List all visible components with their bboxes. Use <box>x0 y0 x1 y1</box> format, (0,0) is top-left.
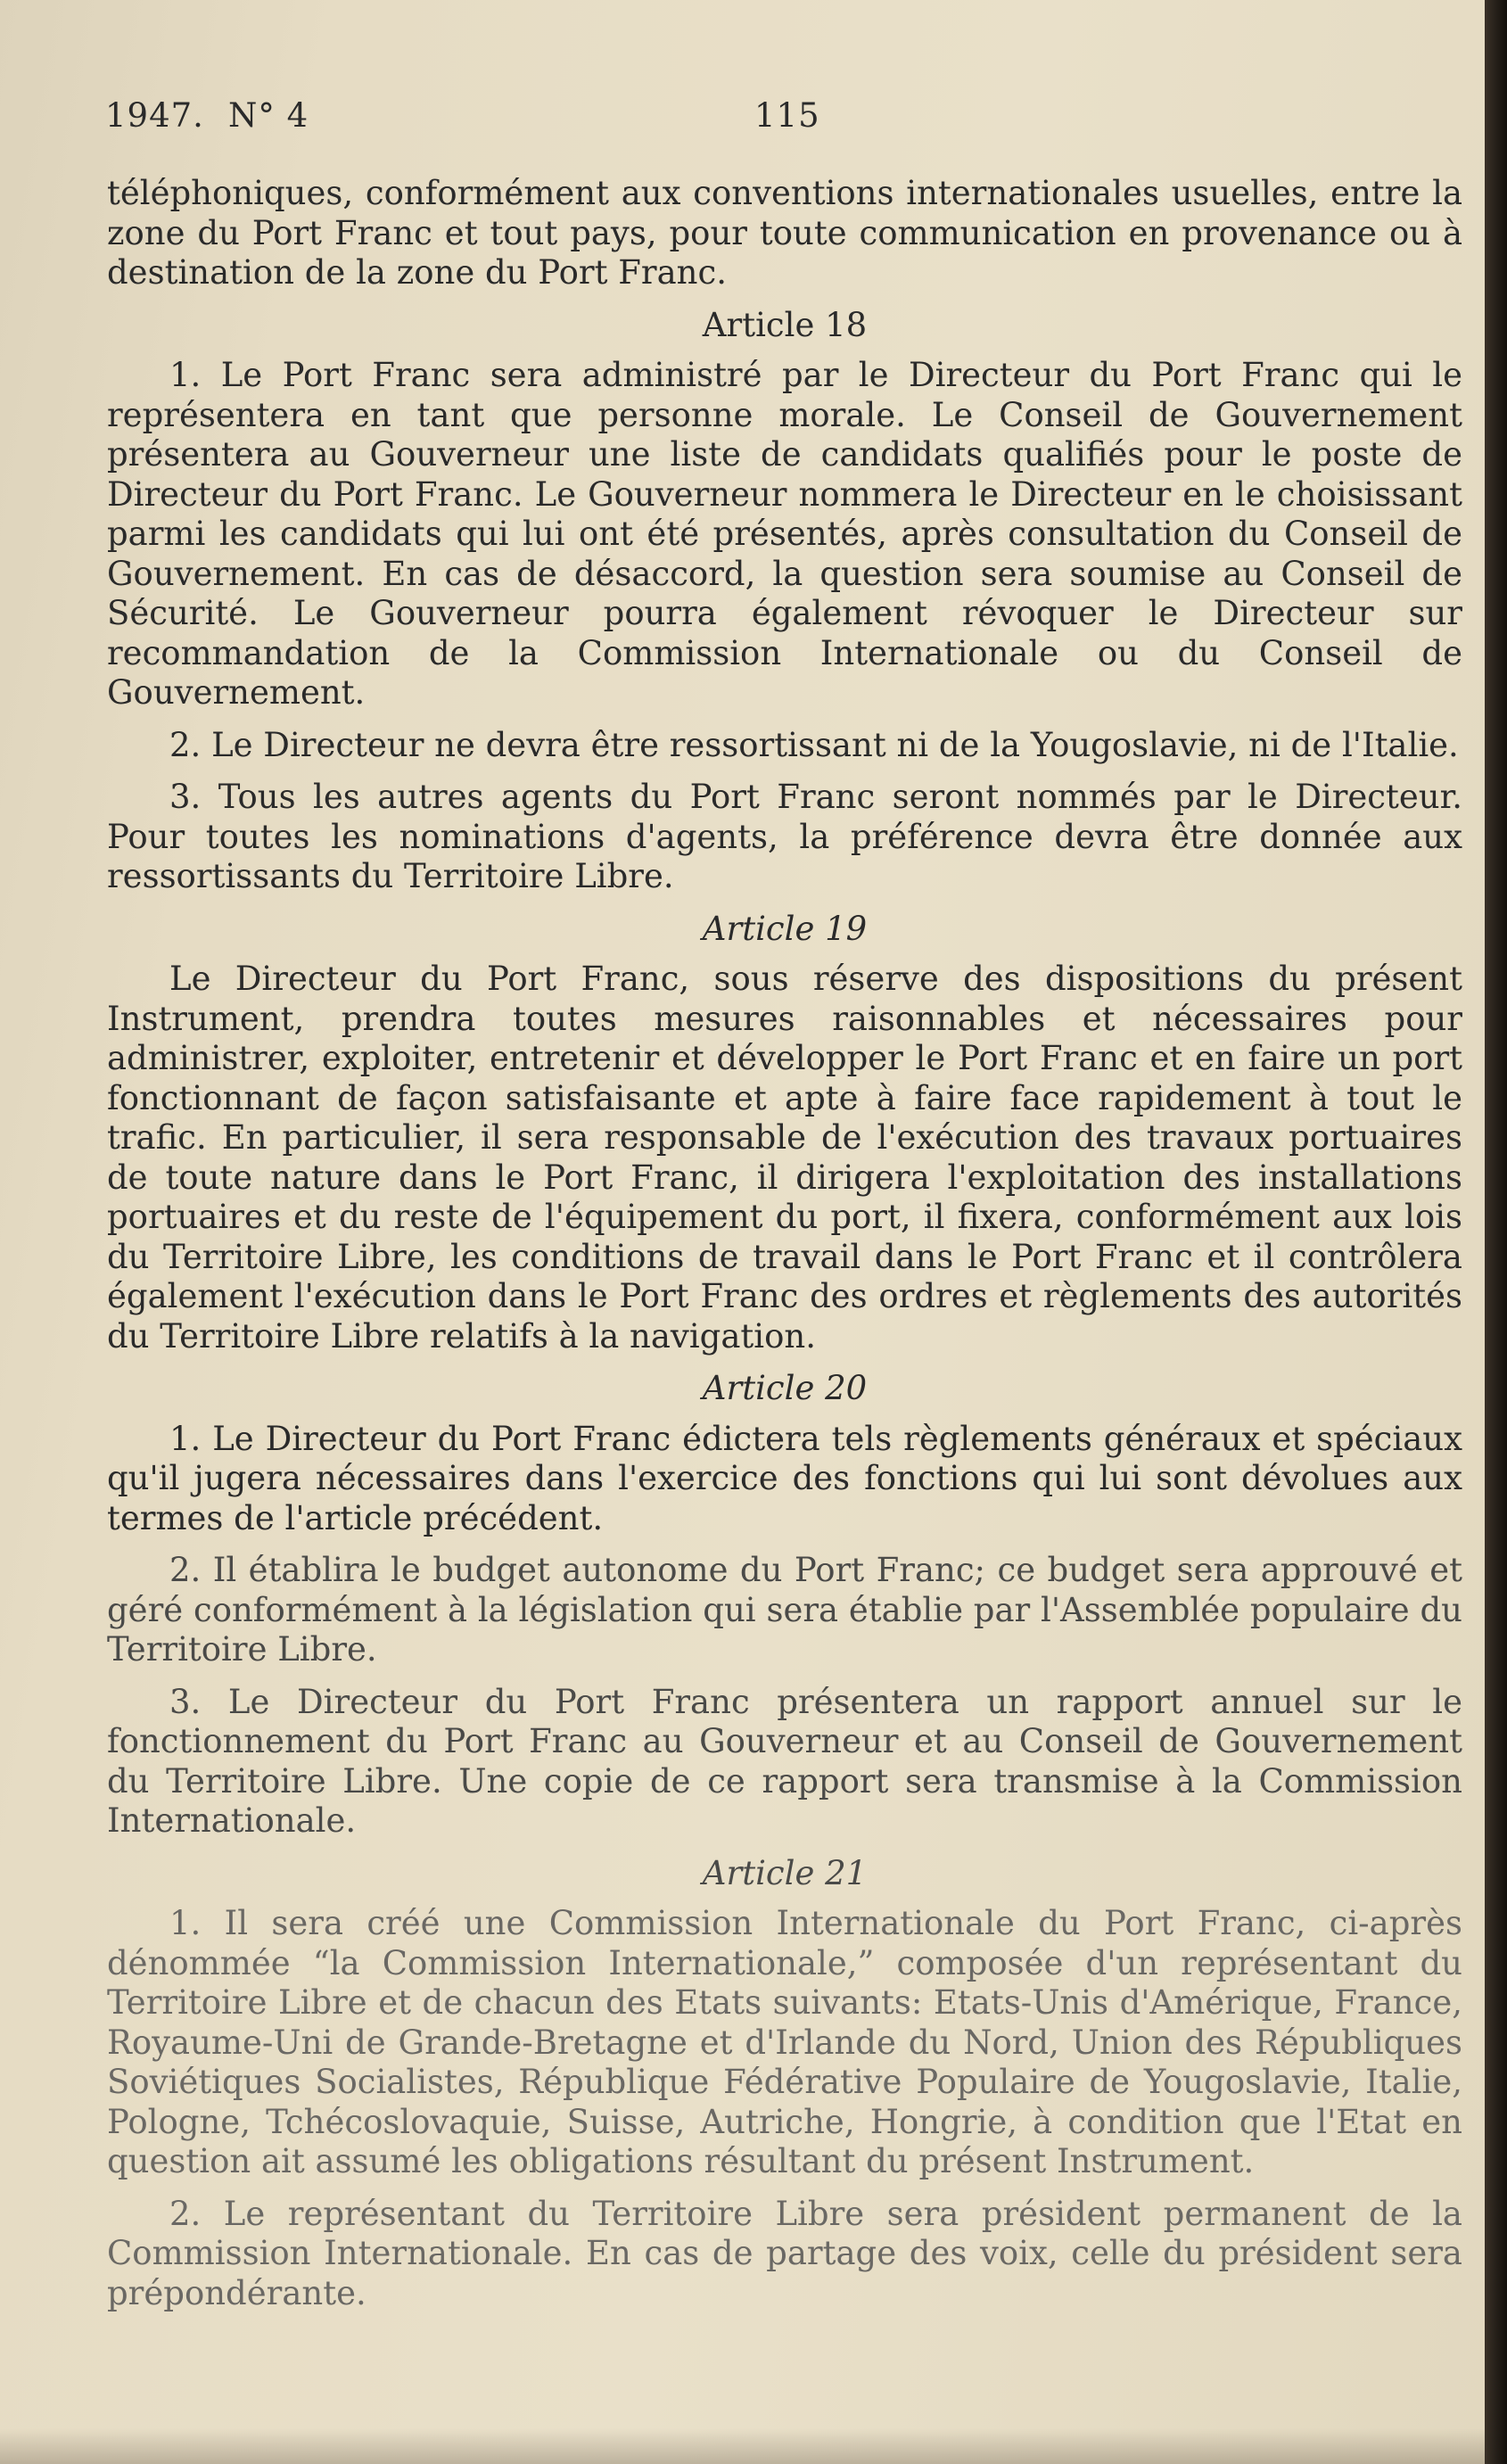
article-20-paragraph-3: 3. Le Directeur du Port Franc présentera un rapport annuel sur le fonctionnement du Port Franc au Gouverneur et au Conseil de Gouvernement du Territoire Libre. Une copie de ce rapport sera transmise à la Commission Internationale. <box>107 1682 1462 1840</box>
spacer <box>107 2182 1462 2195</box>
article-18-paragraph-3: 3. Tous les autres agents du Port Franc seront nommés par le Directeur. Pour toutes les nominations d'agents, la préférence devra être donnée aux ressortissants du Territoire Libre. <box>107 778 1462 895</box>
page-number: 115 <box>754 96 820 135</box>
page-bottom-shadow <box>0 2428 1485 2464</box>
article-18-paragraph-1: 1. Le Port Franc sera administré par le Directeur du Port Franc qui le représentera en tant que personne morale. Le Conseil de Gouvernement présentera au Gouverneur une liste de candidats qualifiés pour le poste de Directeur du Port Franc. Le Gouverneur nommera le Directeur en le choisissant parmi les candidats qui lui ont été présentés, après consultation du Conseil de Gouvernement. En cas de désaccord, la question sera soumise au Conseil de Sécurité. Le Gouverneur pourra également révoquer le Directeur sur recommandation de la Commission Internationale ou du Conseil de Gouvernement. <box>107 356 1462 712</box>
running-header <box>105 96 1461 150</box>
article-20-paragraph-1: 1. Le Directeur du Port Franc édictera tels règlements généraux et spéciaux qu'il jugera nécessaires dans l'exercice des fonctions qui lui sont dévolues aux termes de l'article précédent. <box>107 1419 1462 1537</box>
header-year: 1947. <box>105 96 204 135</box>
continued-paragraph: téléphoniques, conformément aux conventions internationales usuelles, entre la zone du Port Franc et tout pays, pour toute communication en provenance ou à destination de la zone du Port Franc. <box>107 174 1462 292</box>
book-binding-edge <box>1485 0 1507 2464</box>
article-19-heading: Article 19 <box>702 909 868 948</box>
spacer <box>107 1538 1462 1551</box>
article-19-paragraph-1: Le Directeur du Port Franc, sous réserve des dispositions du présent Instrument, prendra toutes mesures raisonnables et nécessaires pour administrer, exploiter, entretenir et développer le Port Franc et en faire un port fonctionnant de façon satisfaisante et apte à faire face rapidement à tout le trafic. En particulier, il sera responsable de l'exécution des travaux portuaires de toute nature dans le Port Franc, il dirigera l'exploitation des installations portuaires et du reste de l'équipement du port, il fixera, conformément aux lois du Territoire Libre, les conditions de travail dans le Port Franc et il contrôlera également l'exécution dans le Port Franc des ordres et règlements des autorités du Territoire Libre relatifs à la navigation. <box>107 960 1462 1356</box>
article-21-heading: Article 21 <box>702 1853 868 1892</box>
spacer <box>107 713 1462 726</box>
body-text <box>107 174 1462 2313</box>
article-21-paragraph-2: 2. Le représentant du Territoire Libre sera président permanent de la Commission Internationale. En cas de partage des voix, celle du président sera prépondérante. <box>107 2194 1462 2312</box>
article-20-paragraph-2: 2. Il établira le budget autonome du Port Franc; ce budget sera approuvé et géré conformément à la législation qui sera établie par l'Assemblée populaire du Territoire Libre. <box>107 1551 1462 1669</box>
spacer <box>107 765 1462 778</box>
article-21-paragraph-1: 1. Il sera créé une Commission Internationale du Port Franc, ci-après dénommée “la Commission Internationale,” composée d'un représentant du Territoire Libre et de chacun des Etats suivants: Etats-Unis d'Amérique, France, Royaume-Uni de Grande-Bretagne et d'Irlande du Nord, Union des Républiques Soviétiques Socialistes, République Fédérative Populaire de Yougoslavie, Italie, Pologne, Tchécoslovaquie, Suisse, Autriche, Hongrie, à condition que l'Etat en question ait assumé les obligations résultant du présent Instrument. <box>107 1904 1462 2180</box>
article-18-paragraph-2: 2. Le Directeur ne devra être ressortissant ni de la Yougoslavie, ni de l'Italie. <box>169 725 1459 764</box>
article-20-heading: Article 20 <box>702 1369 868 1407</box>
header-issue-number: N° 4 <box>228 96 309 135</box>
spacer <box>107 1670 1462 1683</box>
article-18-heading: Article 18 <box>702 305 868 344</box>
